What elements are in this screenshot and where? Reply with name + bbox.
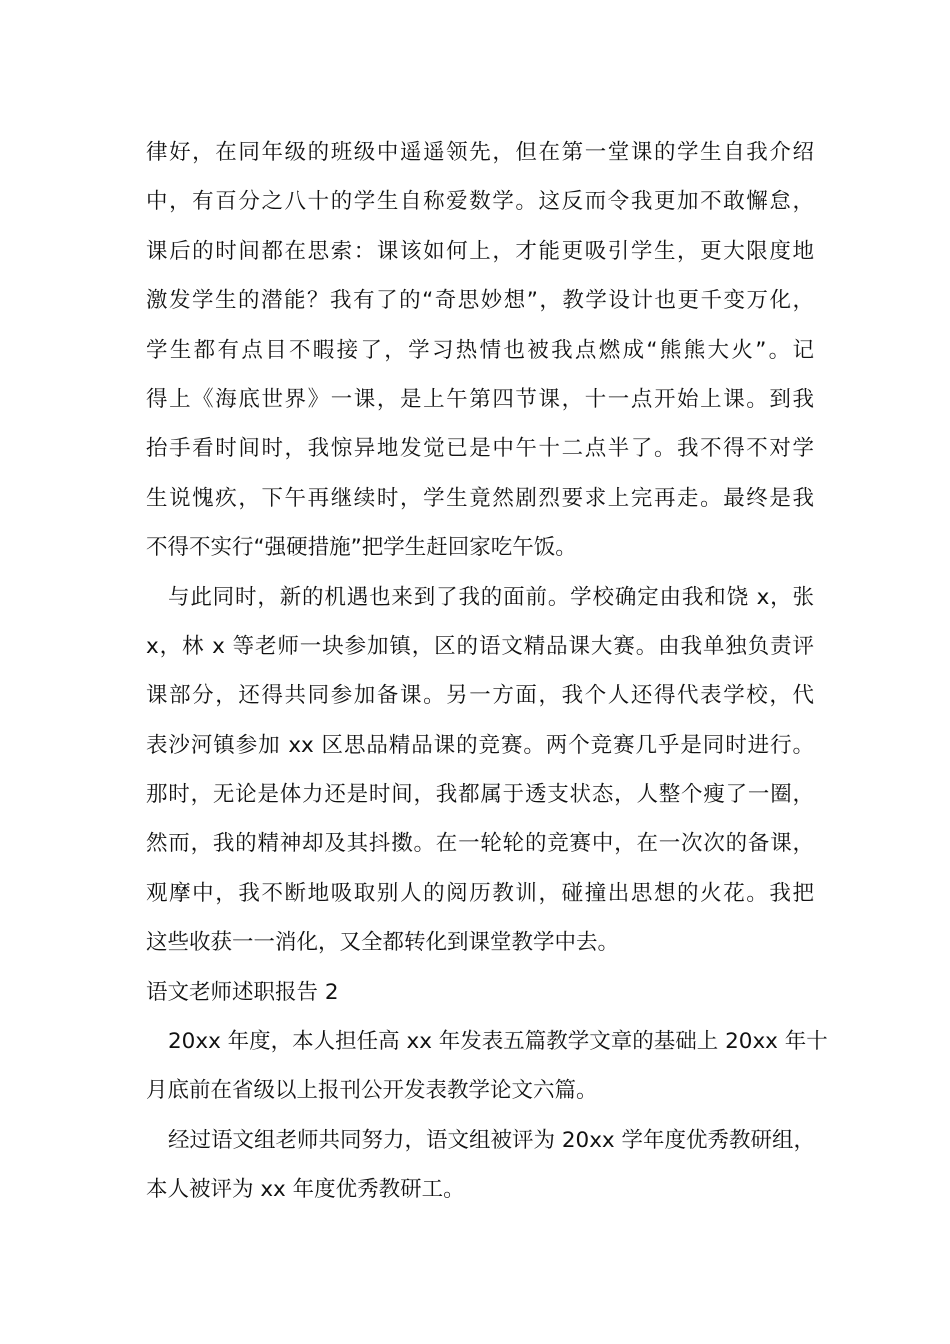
section-heading [146, 968, 814, 1017]
text-line: 生说愧疚，下午再继续时，学生竟然剧烈要求上完再走。最终是我 [146, 485, 814, 511]
heading-text: 语文老师述职报告 2 [146, 979, 339, 1005]
paragraph-1 [146, 128, 814, 573]
text-line: 然而，我的精神却及其抖擞。在一轮轮的竞赛中，在一次次的备课， [146, 831, 814, 857]
text-line: 表沙河镇参加 xx 区思品精品课的竞赛。两个竞赛几乎是同时进行。 [146, 732, 814, 758]
text-line: 激发学生的潜能？我有了的“奇思妙想”，教学设计也更千变万化， [146, 288, 814, 314]
text-line: 经过语文组老师共同努力，语文组被评为 20xx 学年度优秀教研组， [168, 1127, 815, 1153]
text-line: 观摩中，我不断地吸取别人的阅历教训，碰撞出思想的火花。我把 [146, 880, 814, 906]
text-line: 学生都有点目不暇接了，学习热情也被我点燃成“熊熊大火”。记 [146, 337, 814, 363]
text-line: 月底前在省级以上报刊公开发表教学论文六篇。 [146, 1078, 598, 1104]
text-line: 这些收获一一消化，又全都转化到课堂教学中去。 [146, 930, 620, 956]
text-line: 本人被评为 xx 年度优秀教研工。 [146, 1177, 465, 1203]
text-line: 不得不实行“强硬措施”把学生赶回家吃午饭。 [146, 535, 577, 561]
text-line: 中，有百分之八十的学生自称爱数学。这反而令我更加不敢懈怠， [146, 189, 814, 215]
document-body [146, 128, 828, 1215]
text-line: 课后的时间都在思索：课该如何上，才能更吸引学生，更大限度地 [146, 238, 814, 264]
text-line: 得上《海底世界》一课，是上午第四节课，十一点开始上课。到我 [146, 386, 814, 412]
text-line: 那时，无论是体力还是时间，我都属于透支状态，人整个瘦了一圈， [146, 782, 814, 808]
text-line: x，林 x 等老师一块参加镇，区的语文精品课大赛。由我单独负责评 [146, 633, 814, 659]
text-line: 抬手看时间时，我惊异地发觉已是中午十二点半了。我不得不对学 [146, 436, 814, 462]
paragraph-2 [146, 573, 814, 968]
text-line: 课部分，还得共同参加备课。另一方面，我个人还得代表学校，代 [146, 683, 814, 709]
text-line: 与此同时，新的机遇也来到了我的面前。学校确定由我和饶 x，张 [168, 584, 814, 610]
text-line: 律好，在同年级的班级中遥遥领先，但在第一堂课的学生自我介绍 [146, 140, 814, 165]
text-line: 20xx 年度，本人担任高 xx 年发表五篇教学文章的基础上 20xx 年十 [168, 1029, 828, 1055]
paragraph-3 [146, 1017, 828, 1116]
paragraph-4 [146, 1116, 814, 1215]
